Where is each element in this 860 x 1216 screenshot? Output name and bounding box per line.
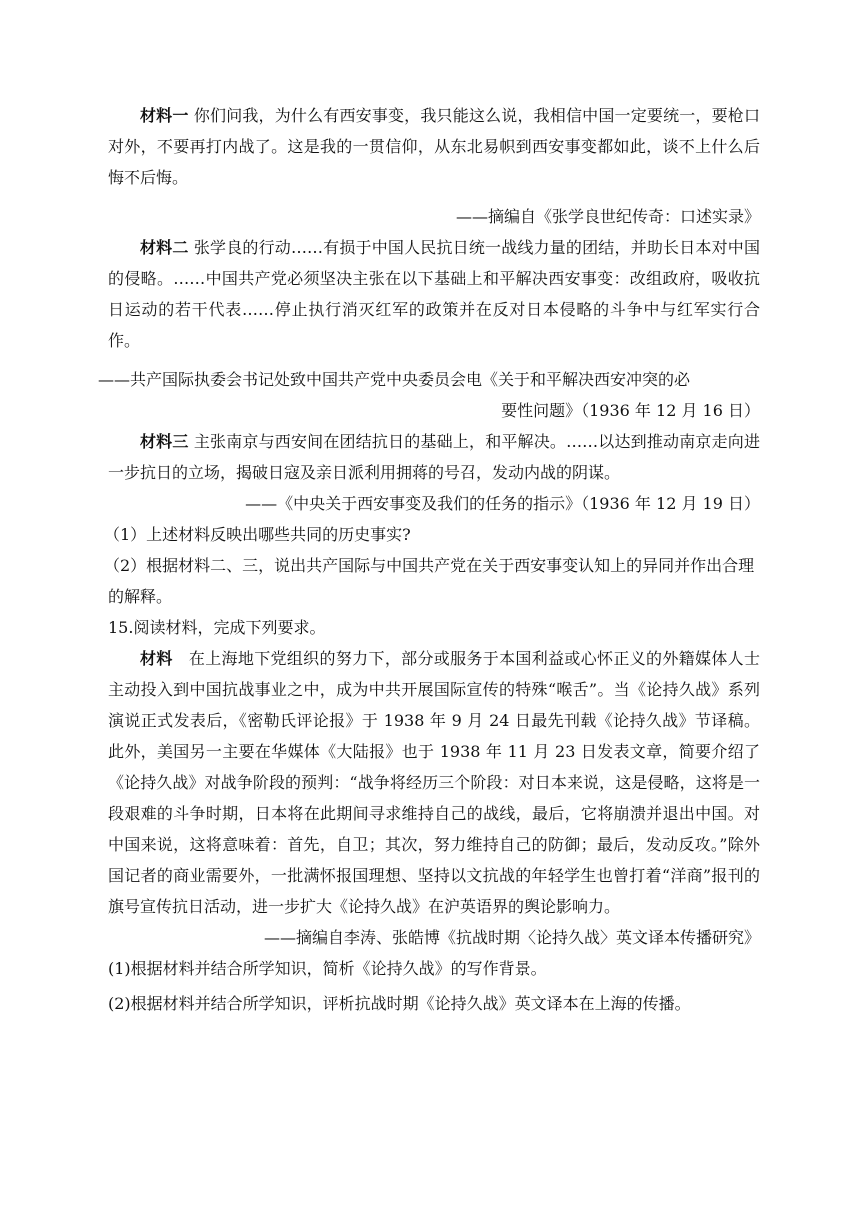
material-three — [108, 426, 760, 488]
question-15-title: 15.阅读材料，完成下列要求。 — [108, 618, 326, 637]
question-14-2: （2）根据材料二、三，说出共产国际与中国共产党在关于西安事变认知上的异同并作出合理的解释。 — [104, 556, 755, 606]
material-source: ——共产国际执委会书记处致中国共产党中央委员会电《关于和平解决西安冲突的必 — [98, 370, 691, 389]
question-14-1: （1）上述材料反映出哪些共同的历史事实? — [104, 525, 411, 544]
material-one — [108, 100, 760, 193]
material-text: 你们问我，为什么有西安事变，我只能这么说，我相信中国一定要统一，要枪口对外，不要再打内战了。这是我的一贯信仰，从东北易帜到西安事变都如此，谈不上什么后悔不后悔。 — [108, 106, 760, 187]
question-15-1: (1)根据材料并结合所学知识，简析《论持久战》的写作背景。 — [108, 959, 547, 978]
material-two — [108, 232, 760, 356]
material-fifteen — [108, 643, 760, 922]
material-label: 材料三 — [140, 432, 189, 451]
material-source-continued: 要性问题》（1936 年 12 月 16 日） — [501, 401, 760, 420]
material-text: 主张南京与西安间在团结抗日的基础上，和平解决。……以达到推动南京走向进一步抗日的立场，揭破日寇及亲日派利用拥蒋的号召，发动内战的阴谋。 — [108, 432, 760, 482]
material-text: 张学良的行动……有损于中国人民抗日统一战线力量的团结，并助长日本对中国的侵略。……中国共产党必须坚决主张在以下基础上和平解决西安事变：改组政府，吸收抗日运动的若干代表……停止执行消灭红军的政策并在反对日本侵略的斗争中与红军实行合作。 — [108, 238, 760, 350]
material-label: 材料二 — [140, 238, 189, 257]
material-source: ——摘编自《张学良世纪传奇：口述实录》 — [455, 207, 760, 226]
material-source: ——《中央关于西安事变及我们的任务的指示》（1936 年 12 月 19 日） — [245, 494, 760, 513]
material-text: 在上海地下党组织的努力下，部分或服务于本国利益或心怀正义的外籍媒体人士主动投入到中国抗战事业之中，成为中共开展国际宣传的特殊“喉舌”。当《论持久战》系列演说正式发表后，《密勒氏评论报》于 1938 年 9 月 24 日最先刊载《论持久战》节译稿。此外，美国另一主要在华媒体《大陆报》也于 1938 年 11 月 23 日发表文章，简要介绍了《论持久战》对战争阶段的预判：“战争将经历三个阶段：对日本来说，这是侵略，这将是一段艰难的斗争时期，日本将在此期间寻求维持自己的战线，最后，它将崩溃并退出中国。对中国来说，这将意味着：首先，自卫；其次，努力维持自己的防御；最后，发动反攻。”除外国记者的商业需要外，一批满怀报国理想、坚持以文抗战的年轻学生也曾打着“洋商”报刊的旗号宣传抗日活动，进一步扩大《论持久战》在沪英语界的舆论影响力。 — [108, 649, 760, 916]
material-label: 材料 — [140, 649, 173, 668]
document-page — [98, 100, 760, 1019]
material-source: ——摘编自李涛、张皓博《抗战时期〈论持久战〉英文译本传播研究》 — [263, 928, 760, 947]
material-label: 材料一 — [140, 106, 189, 125]
question-15-2: (2)根据材料并结合所学知识，评析抗战时期《论持久战》英文译本在上海的传播。 — [108, 994, 691, 1013]
